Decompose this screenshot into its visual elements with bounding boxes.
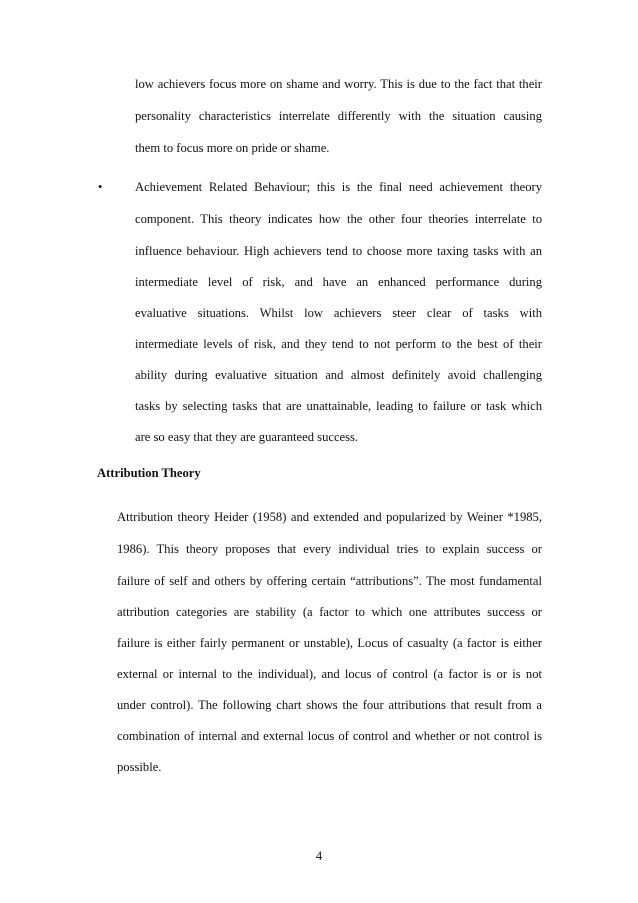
paragraph-line: 1986). This theory proposes that every individual tries to explain success or [117,542,542,556]
continuation-line: low achievers focus more on shame and worry. This is due to the fact that their [135,77,542,91]
continuation-line: personality characteristics interrelate differently with the situation causing [135,109,542,123]
paragraph-line: attribution categories are stability (a factor to which one attributes success or [117,605,542,619]
paragraph-line: Attribution theory Heider (1958) and extended and popularized by Weiner *1985, [117,510,542,524]
bullet-line: Achievement Related Behaviour; this is the final need achievement theory [135,180,542,194]
bullet-line: intermediate level of risk, and have an enhanced performance during [135,275,542,289]
paragraph-line: under control). The following chart shows the four attributions that result from a [117,698,542,712]
bullet-line: influence behaviour. High achievers tend to choose more taxing tasks with an [135,244,542,258]
bullet-dot: • [98,180,103,194]
bullet-line: evaluative situations. Whilst low achievers steer clear of tasks with [135,306,542,320]
section-heading: Attribution Theory [97,466,201,480]
bullet-line: are so easy that they are guaranteed success. [135,430,359,444]
bullet-line: intermediate levels of risk, and they tend to not perform to the best of their [135,337,542,351]
continuation-line: them to focus more on pride or shame. [135,141,330,155]
bullet-line: component. This theory indicates how the other four theories interrelate to [135,212,542,226]
paragraph-line: combination of internal and external locus of control and whether or not control is [117,729,542,743]
page-number: 4 [315,849,323,863]
paragraph-line: external or internal to the individual), and locus of control (a factor is or is not [117,667,542,681]
bullet-line: tasks by selecting tasks that are unattainable, leading to failure or task which [135,399,542,413]
paragraph-line: failure is either fairly permanent or unstable), Locus of casualty (a factor is either [117,636,542,650]
paragraph-line: failure of self and others by offering certain “attributions”. The most fundamental [117,574,542,588]
paragraph-line: possible. [117,760,162,774]
bullet-line: ability during evaluative situation and almost definitely avoid challenging [135,368,542,382]
